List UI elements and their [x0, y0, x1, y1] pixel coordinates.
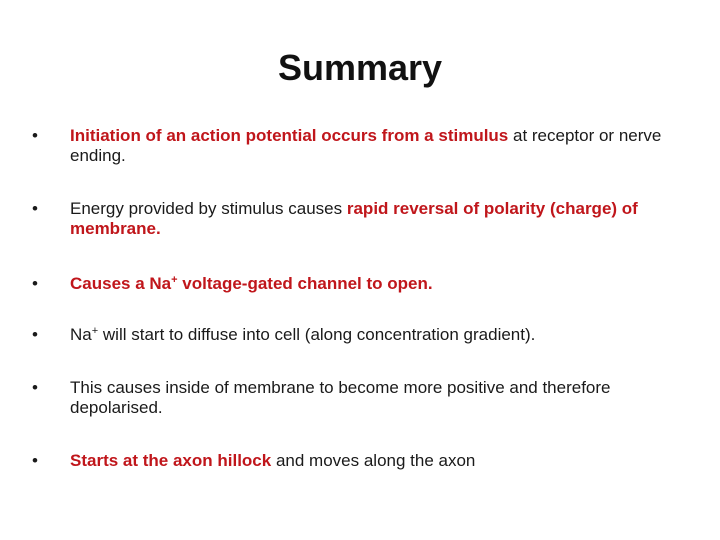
- bullet-highlight: rapid reversal of polarity (charge) of membrane.: [70, 199, 638, 238]
- bullet-highlight: Initiation of an action potential occurs from a stimulus: [70, 126, 509, 145]
- bullet-item: [30, 199, 690, 239]
- bullet-dot-icon: •: [32, 199, 38, 218]
- bullet-text: will start to diffuse into cell (along concentration gradient).: [98, 325, 536, 344]
- bullet-item: [30, 378, 690, 418]
- bullet-highlight: voltage-gated channel to open.: [177, 274, 433, 293]
- bullet-text: at receptor or nerve ending.: [70, 126, 662, 165]
- superscript-plus: +: [91, 325, 99, 337]
- bullet-highlight: Starts at the axon hillock: [70, 451, 272, 470]
- bullet-text: Energy provided by stimulus causes: [70, 199, 347, 218]
- bullet-text: and moves along the axon: [271, 451, 476, 470]
- bullet-dot-icon: •: [32, 325, 38, 344]
- bullet-item: [30, 325, 690, 345]
- bullet-item: [30, 451, 690, 471]
- bullet-dot-icon: •: [32, 126, 38, 145]
- slide-title: Summary: [277, 47, 443, 88]
- bullet-item: [30, 126, 690, 166]
- bullet-dot-icon: •: [32, 451, 38, 470]
- bullet-dot-icon: •: [32, 378, 38, 397]
- bullet-text: Na: [70, 325, 92, 344]
- bullet-dot-icon: •: [32, 274, 38, 293]
- bullet-item: [30, 274, 690, 294]
- bullet-list: [30, 126, 690, 471]
- bullet-highlight: Causes a Na: [70, 274, 172, 293]
- bullet-text: This causes inside of membrane to become more positive and therefore depolarised.: [70, 378, 611, 417]
- superscript-plus: +: [171, 274, 178, 286]
